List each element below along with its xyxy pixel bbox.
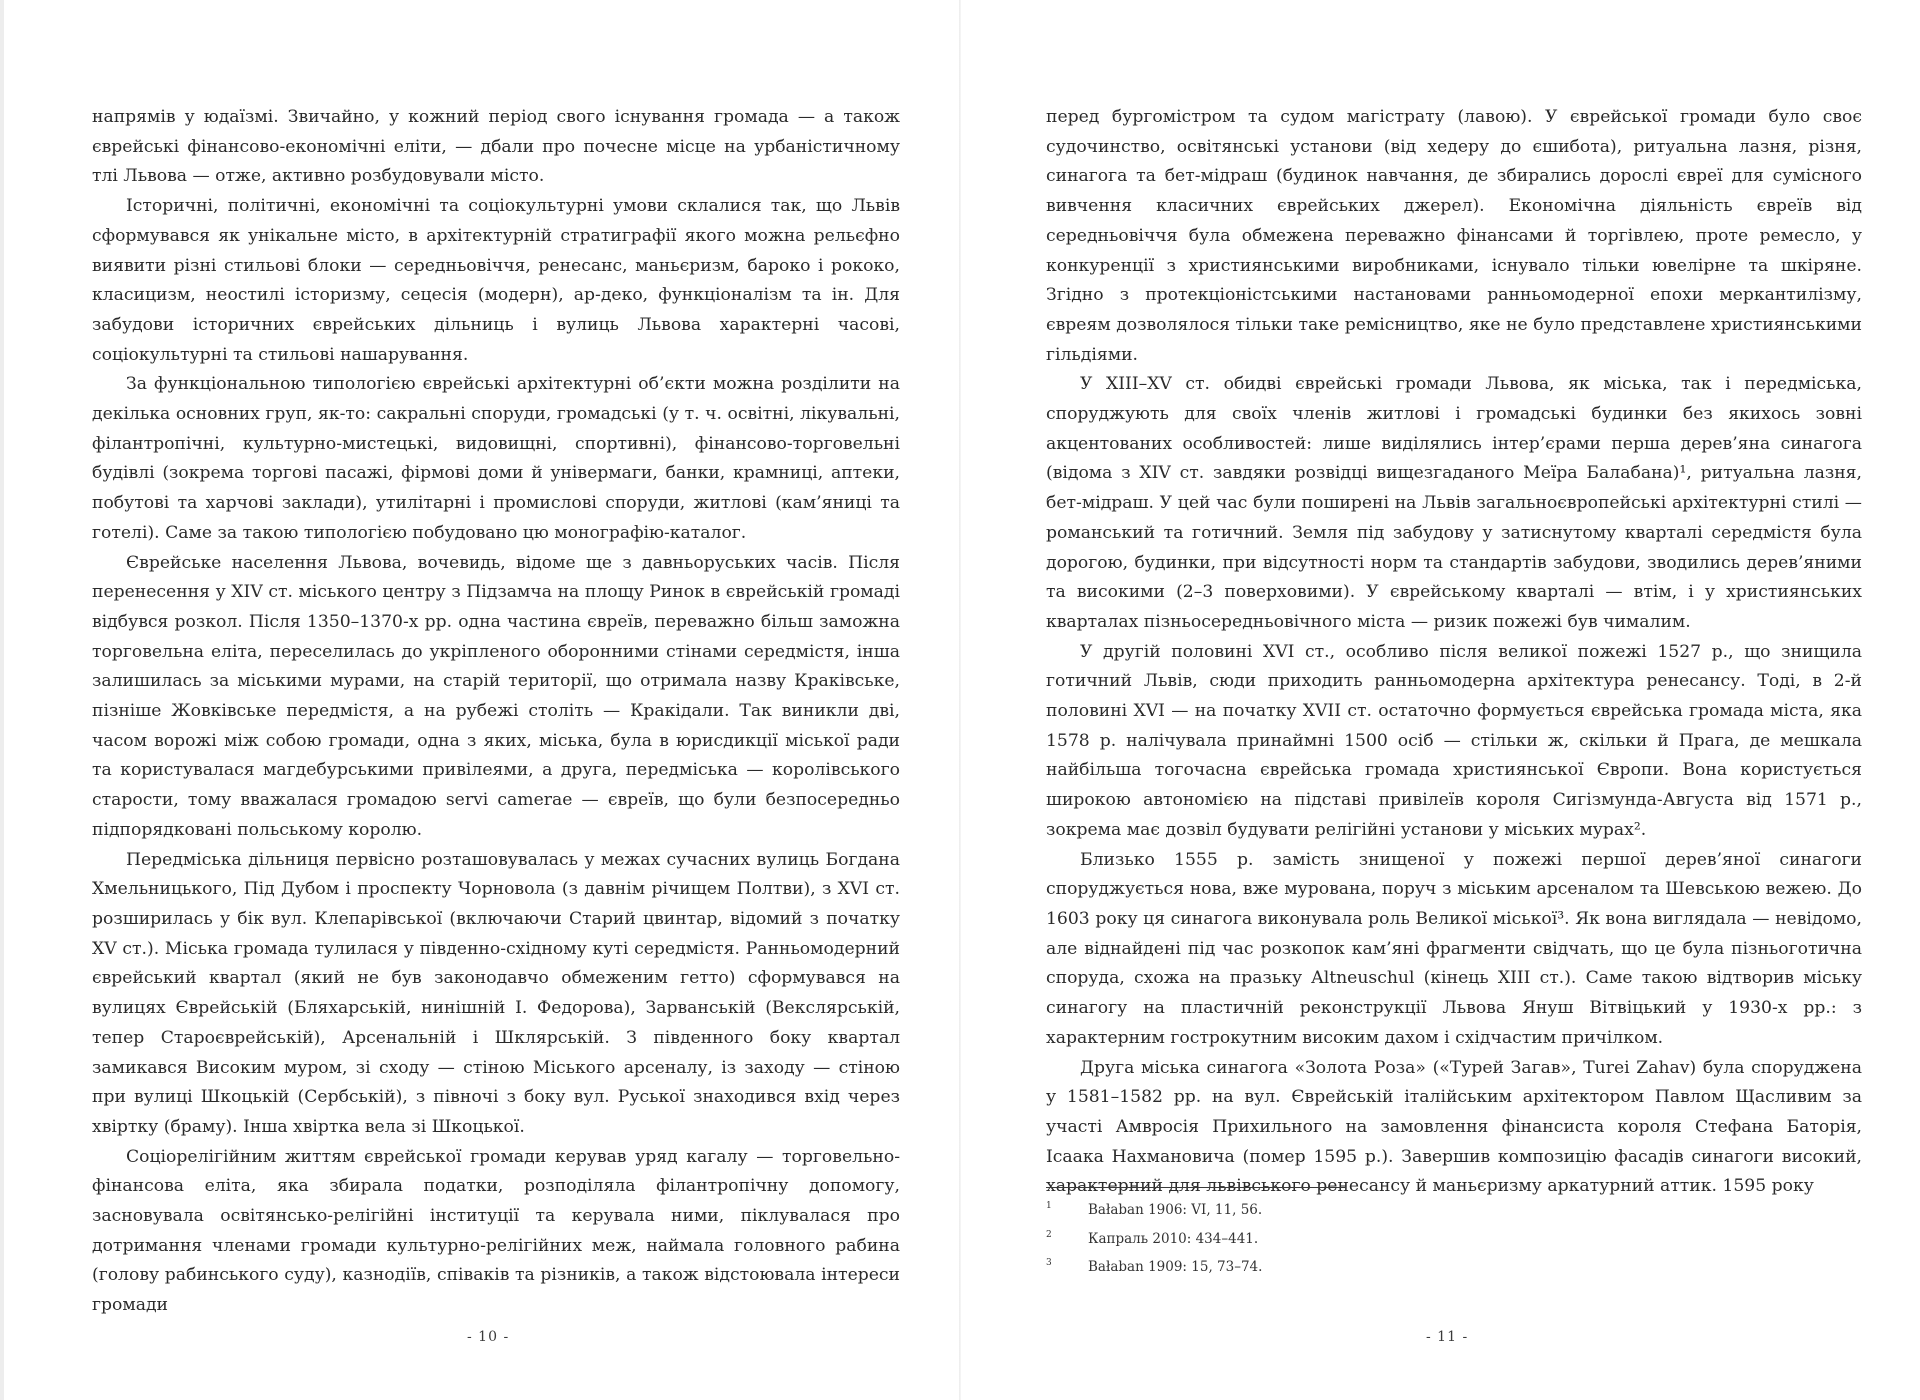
left-page-body bbox=[92, 103, 900, 1321]
footnote-text: Bałaban 1909: 15, 73–74. bbox=[1088, 1259, 1263, 1276]
paragraph: Історичні, політичні, економічні та соціокультурні умови склалися так, що Львів сформувався як унікальне місто, в архітектурній стратиграфії якого можна рельєфно виявити різні стильові блоки — середньовіччя, ренесанс, маньєризм, бароко і рококо, класицизм, неостилі історизму, сецесія (модерн), ар-деко, функціоналізм та ін. Для забудови історичних єврейських дільниць і вулиць Львова характерні часові, соціокультурні та стильові нашарування. bbox=[92, 196, 900, 365]
paragraph: Друга міська синагога «Золота Роза» («Турей Загав», Turei Zahav) була споруджена у 1581–1582 рр. на вул. Єврейській італійським архітектором Павлом Щасливим за участі Амвросія Прихильного на замовлення фінансиста короля Стефана Баторія, Ісаака Нахмановича (помер 1595 р.). Завершив композицію фасадів синагоги високий, характерний для львівського ренесансу й маньєризму аркатурний аттик. 1595 року bbox=[1046, 1057, 1862, 1197]
footnotes bbox=[1046, 1196, 1546, 1282]
paragraph: За функціональною типологією єврейські архітектурні об’єкти можна розділити на декілька основних груп, як-то: сакральні споруди, громадські (у т. ч. освітні, лікувальні, філантропічні, культурно-мистецькі, видовищні, спортивні), фінансово-торговельні будівлі (зокрема торгові пасажі, фірмові доми й універмаги, банки, крамниці, аптеки, побутові та харчові заклади), утилітарні і промислові споруди, житлові (кам’яниці та готелі). Саме за такою типологією побудовано цю монографію-каталог. bbox=[92, 374, 900, 543]
footnote bbox=[1046, 1225, 1546, 1254]
paragraph: У другій половині XVI ст., особливо після великої пожежі 1527 р., що знищила готичний Львів, сюди приходить ранньомодерна архітектура ренесансу. Тоді, в 2-й половині XVI — на початку XVII ст. остаточно формується єврейська громада міста, яка 1578 р. налічувала принаймні 1500 осіб — стільки ж, скільки й Прага, де мешкала найбільша тогочасна єврейська громада християнської Європи. Вона користується широкою автономією на підставі привілеїв короля Сигізмунда-Августа від 1571 р., зокрема має дозвіл будувати релігійні установи у міських мурах². bbox=[1046, 641, 1862, 840]
right-page-body bbox=[1046, 103, 1862, 1202]
page-number: - 11 - bbox=[1426, 1329, 1469, 1345]
footnote-divider bbox=[1046, 1187, 1346, 1188]
paragraph: У XIII–XV ст. обидві єврейські громади Львова, як міська, так і передміська, споруджують для своїх членів житлові і громадські будинки без якихось зовні акцентованих особливостей: лише виділялись інтер’єрами перша дерев’яна синагога (відома з XIV ст. завдяки розвідці вищезгаданого Меїра Балабана)¹, ритуальна лазня, бет-мідраш. У цей час були поширені на Львів загальноєвропейські архітектурні стилі — романський та готичний. Земля під забудову у затиснутому кварталі середмістя була дорогою, будинки, при відсутності норм та стандартів забудови, зводились дерев’яними та високими (2–3 поверховими). У єврейському кварталі — втім, і у християнських кварталах пізньосередньовічного міста — ризик пожежі був чималим. bbox=[1046, 374, 1862, 632]
footnote-number: 2 bbox=[1046, 1229, 1052, 1240]
page-number: - 10 - bbox=[467, 1329, 510, 1345]
paragraph: Передміська дільниця первісно розташовувалась у межах сучасних вулиць Богдана Хмельницького, Під Дубом і проспекту Чорновола (з давнім річищем Полтви), з XVI ст. розширилась у бік вул. Клепарівської (включаючи Старий цвинтар, відомий з початку XV ст.). Міська громада тулилася у південно-східному куті середмістя. Ранньомодерний єврейський квартал (який не був законодавчо обмеженим гетто) сформувався на вулицях Єврейській (Бляхарській, нинішній І. Федорова), Зарванській (Векслярській, тепер Староєврейській), Арсенальній і Шклярській. З південного боку квартал замикався Високим муром, зі сходу — стіною Міського арсеналу, із заходу — стіною при вулиці Шкоцькій (Сербській), з півночі з боку вул. Руської знаходився вхід через хвіртку (браму). Інша хвіртка вела зі Шкоцької. bbox=[92, 849, 900, 1137]
right-page bbox=[960, 0, 1920, 1400]
footnote bbox=[1046, 1253, 1546, 1282]
footnote-number: 1 bbox=[1046, 1201, 1052, 1211]
paragraph: перед бургомістром та судом магістрату (лавою). У єврейської громади було своє судочинство, освітянські установи (від хедеру до єшибота), ритуальна лазня, різня, синагога та бет-мідраш (будинок навчання, де збирались дорослі євреї для сумісного вивчення класичних єврейських джерел). Економічна діяльність євреїв від середньовіччя була обмежена переважно фінансами й торгівлею, проте ремесло, у конкуренції з християнськими виробниками, існувало тільки ювелірне та шкіряне. Згідно з протекціоністськими настановами ранньомодерної епохи меркантилізму, євреям дозволялося тільки таке ремісництво, яке не було представлене християнськими гільдіями. bbox=[1046, 107, 1862, 365]
paragraph: Соціорелігійним життям єврейської громади керував уряд кагалу — торговельно-фінансова еліта, яка збирала податки, розподіляла філантропічну допомогу, засновувала освітянсько-релігійні інституції та керувала ними, піклувалася про дотримання членами громади культурно-релігійних меж, наймала головного рабина (голову рабинського суду), казнодіїв, співаків та різників, а також відстоювала інтереси громади bbox=[92, 1146, 900, 1316]
footnote-text: Капраль 2010: 434–441. bbox=[1088, 1230, 1259, 1247]
paragraph: напрямів у юдаїзмі. Звичайно, у кожний період свого існування громада — а також єврейські фінансово-економічні еліти, — дбали про почесне місце на урбаністичному тлі Львова — отже, активно розбудовували місто. bbox=[92, 107, 900, 187]
paragraph: Єврейське населення Львова, вочевидь, відоме ще з давньоруських часів. Після перенесення у XIV ст. міського центру з Підзамча на площу Ринок в єврейській громаді відбувся розкол. Після 1350–1370-х рр. одна частина євреїв, переважно більш заможна торговельна еліта, переселилась до укріпленого оборонними стінами середмістя, інша залишилась за міськими мурами, на старій території, що отримала назву Краківське, пізніше Жовківське передмістя, а на рубежі століть — Кракідали. Так виникли дві, часом ворожі між собою громади, одна з яких, міська, була в юрисдикції міської ради та користувалася магдебурськими привілеями, а друга, передміська — королівського старости, тому вважалася громадою servi camerae — євреїв, що були безпосередньо підпорядковані польському королю. bbox=[92, 552, 900, 840]
footnote bbox=[1046, 1196, 1546, 1225]
footnote-text: Bałaban 1906: VI, 11, 56. bbox=[1088, 1202, 1263, 1218]
paragraph: Близько 1555 р. замість знищеної у пожежі першої дерев’яної синагоги споруджується нова, вже мурована, поруч з міським арсеналом та Шевською вежею. До 1603 року ця синагога виконувала роль Великої міської³. Як вона виглядала — невідомо, але віднайдені під час розкопок кам’яні фрагменти свідчать, що це була пізньоготична споруда, схожа на празьку Altneuschul (кінець XIII ст.). Саме такою відтворив міську синагогу на пластичній реконструкції Львова Януш Вітвіцький у 1930-х рр.: з характерним гострокутним високим дахом і східчастим причілком. bbox=[1046, 849, 1862, 1048]
footnote-number: 3 bbox=[1046, 1258, 1052, 1269]
